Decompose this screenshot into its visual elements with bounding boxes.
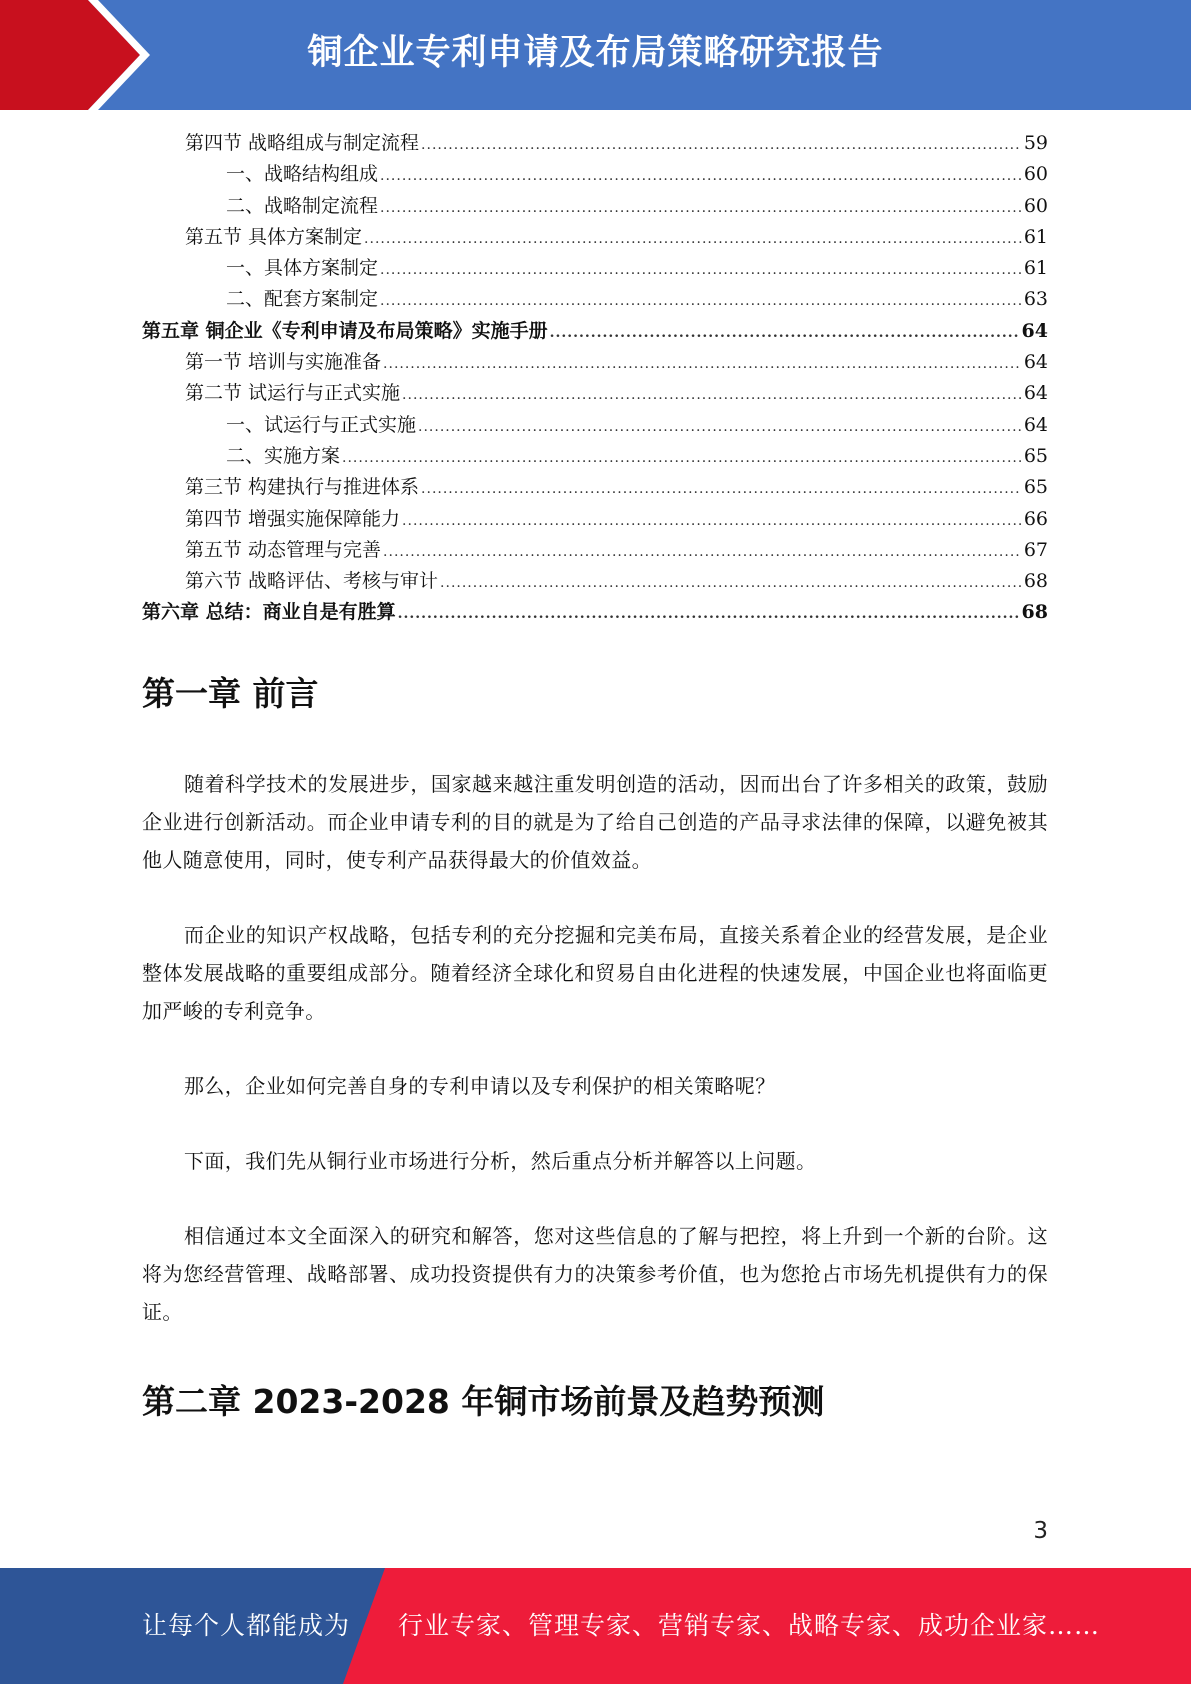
footer-slogan-left: 让每个人都能成为 bbox=[142, 1611, 351, 1640]
toc-entry-page: 65 bbox=[1023, 444, 1048, 467]
toc-entry[interactable] bbox=[142, 316, 1048, 347]
toc-dot-leader bbox=[421, 130, 1022, 161]
toc-entry-title: 第二节 试运行与正式实施 bbox=[185, 382, 401, 405]
toc-entry-page: 59 bbox=[1023, 132, 1048, 154]
toc-entry-page: 68 bbox=[1021, 601, 1048, 624]
toc-entry-title: 第六章 总结：商业自是有胜算 bbox=[142, 601, 396, 624]
toc-entry[interactable] bbox=[142, 504, 1048, 535]
toc-dot-leader bbox=[383, 349, 1022, 380]
toc-entry[interactable] bbox=[142, 441, 1048, 472]
toc-entry-page: 65 bbox=[1023, 476, 1048, 499]
toc-dot-leader bbox=[402, 380, 1022, 411]
toc-entry[interactable] bbox=[142, 128, 1048, 159]
toc-entry-title: 第五节 动态管理与完善 bbox=[185, 538, 382, 561]
toc-entry-title: 第四节 战略组成与制定流程 bbox=[185, 132, 420, 154]
toc-entry[interactable] bbox=[142, 191, 1048, 222]
chapter-1-heading: 第一章 前言 bbox=[142, 674, 319, 713]
report-title: 铜企业专利申请及布局策略研究报告 bbox=[307, 33, 884, 73]
page-number: 3 bbox=[1033, 1518, 1048, 1544]
toc-dot-leader bbox=[342, 443, 1022, 474]
toc-dot-leader bbox=[402, 506, 1022, 537]
paragraph: 那么，企业如何完善自身的专利申请以及专利保护的相关策略呢？ bbox=[184, 1074, 776, 1098]
toc-entry-page: 64 bbox=[1023, 382, 1048, 405]
toc-entry-title: 第五章 铜企业《专利申请及布局策略》实施手册 bbox=[142, 319, 548, 342]
toc-entry-title: 第五节 具体方案制定 bbox=[185, 225, 363, 248]
toc-dot-leader bbox=[380, 193, 1022, 224]
chapter-2-heading: 第二章 2023-2028 年铜市场前景及趋势预测 bbox=[142, 1382, 825, 1421]
toc-entry-page: 64 bbox=[1021, 319, 1048, 342]
paragraph: 相信通过本文全面深入的研究和解答，您对这些信息的了解与把控，将上升到一个新的台阶。这将为您经营管理、战略部署、成功投资提供有力的决策参考价值，也为您抢占市场先机提供有力的保证。 bbox=[142, 1224, 1048, 1324]
toc-entry-page: 63 bbox=[1023, 288, 1048, 311]
page-header bbox=[0, 0, 1191, 110]
paragraph: 随着科学技术的发展进步，国家越来越注重发明创造的活动，因而出台了许多相关的政策，鼓励企业进行创新活动。而企业申请专利的目的就是为了给自己创造的产品寻求法律的保障，以避免被其他人随意使用，同时，使专利产品获得最大的价值效益。 bbox=[142, 772, 1048, 872]
chapter-1-body bbox=[142, 765, 1048, 1368]
toc-dot-leader bbox=[380, 255, 1022, 286]
toc-dot-leader bbox=[440, 568, 1022, 599]
toc-entry-page: 60 bbox=[1023, 194, 1048, 217]
toc-entry-title: 第四节 增强实施保障能力 bbox=[185, 507, 401, 530]
toc-entry-title: 第六节 战略评估、考核与审计 bbox=[185, 570, 439, 593]
toc-entry[interactable] bbox=[142, 472, 1048, 503]
toc-entry-title: 二、战略制定流程 bbox=[226, 194, 379, 217]
toc-entry-title: 一、战略结构组成 bbox=[226, 163, 379, 186]
toc-entry-title: 二、配套方案制定 bbox=[226, 288, 379, 311]
toc-entry-title: 一、具体方案制定 bbox=[226, 257, 379, 280]
toc-entry-title: 第三节 构建执行与推进体系 bbox=[185, 476, 420, 499]
toc-dot-leader bbox=[418, 412, 1022, 443]
page-footer bbox=[0, 1568, 1191, 1684]
toc-dot-leader bbox=[421, 474, 1022, 505]
toc-entry[interactable] bbox=[142, 535, 1048, 566]
toc-entry-page: 67 bbox=[1023, 538, 1048, 561]
toc-dot-leader bbox=[380, 161, 1022, 192]
toc-dot-leader bbox=[383, 537, 1022, 568]
toc-entry-title: 二、实施方案 bbox=[226, 444, 341, 467]
toc-entry[interactable] bbox=[142, 347, 1048, 378]
toc-dot-leader bbox=[364, 224, 1022, 255]
toc-entry-title: 一、试运行与正式实施 bbox=[226, 413, 417, 436]
paragraph: 而企业的知识产权战略，包括专利的充分挖掘和完美布局，直接关系着企业的经营发展，是企业整体发展战略的重要组成部分。随着经济全球化和贸易自由化进程的快速发展，中国企业也将面临更加严峻的专利竞争。 bbox=[142, 923, 1048, 1023]
table-of-contents bbox=[142, 128, 1048, 629]
toc-entry-page: 64 bbox=[1023, 413, 1048, 436]
toc-entry[interactable] bbox=[142, 566, 1048, 597]
toc-entry-page: 60 bbox=[1023, 163, 1048, 186]
toc-entry-title: 第一节 培训与实施准备 bbox=[185, 351, 382, 374]
toc-entry-page: 61 bbox=[1023, 257, 1048, 280]
toc-entry-page: 61 bbox=[1023, 225, 1048, 248]
toc-dot-leader bbox=[550, 318, 1020, 349]
toc-entry-page: 64 bbox=[1023, 351, 1048, 374]
toc-entry[interactable] bbox=[142, 378, 1048, 409]
toc-dot-leader bbox=[380, 286, 1022, 317]
toc-dot-leader bbox=[398, 599, 1020, 630]
toc-entry[interactable] bbox=[142, 597, 1048, 628]
toc-entry[interactable] bbox=[142, 159, 1048, 190]
toc-entry[interactable] bbox=[142, 284, 1048, 315]
header-chevron-icon bbox=[0, 0, 160, 110]
toc-entry[interactable] bbox=[142, 222, 1048, 253]
footer-slogan-right: 行业专家、管理专家、营销专家、战略专家、成功企业家…… bbox=[398, 1611, 1101, 1640]
paragraph: 下面，我们先从铜行业市场进行分析，然后重点分析并解答以上问题。 bbox=[184, 1149, 817, 1173]
toc-entry[interactable] bbox=[142, 253, 1048, 284]
toc-entry[interactable] bbox=[142, 410, 1048, 441]
toc-entry-page: 66 bbox=[1023, 507, 1048, 530]
toc-entry-page: 68 bbox=[1023, 570, 1048, 593]
